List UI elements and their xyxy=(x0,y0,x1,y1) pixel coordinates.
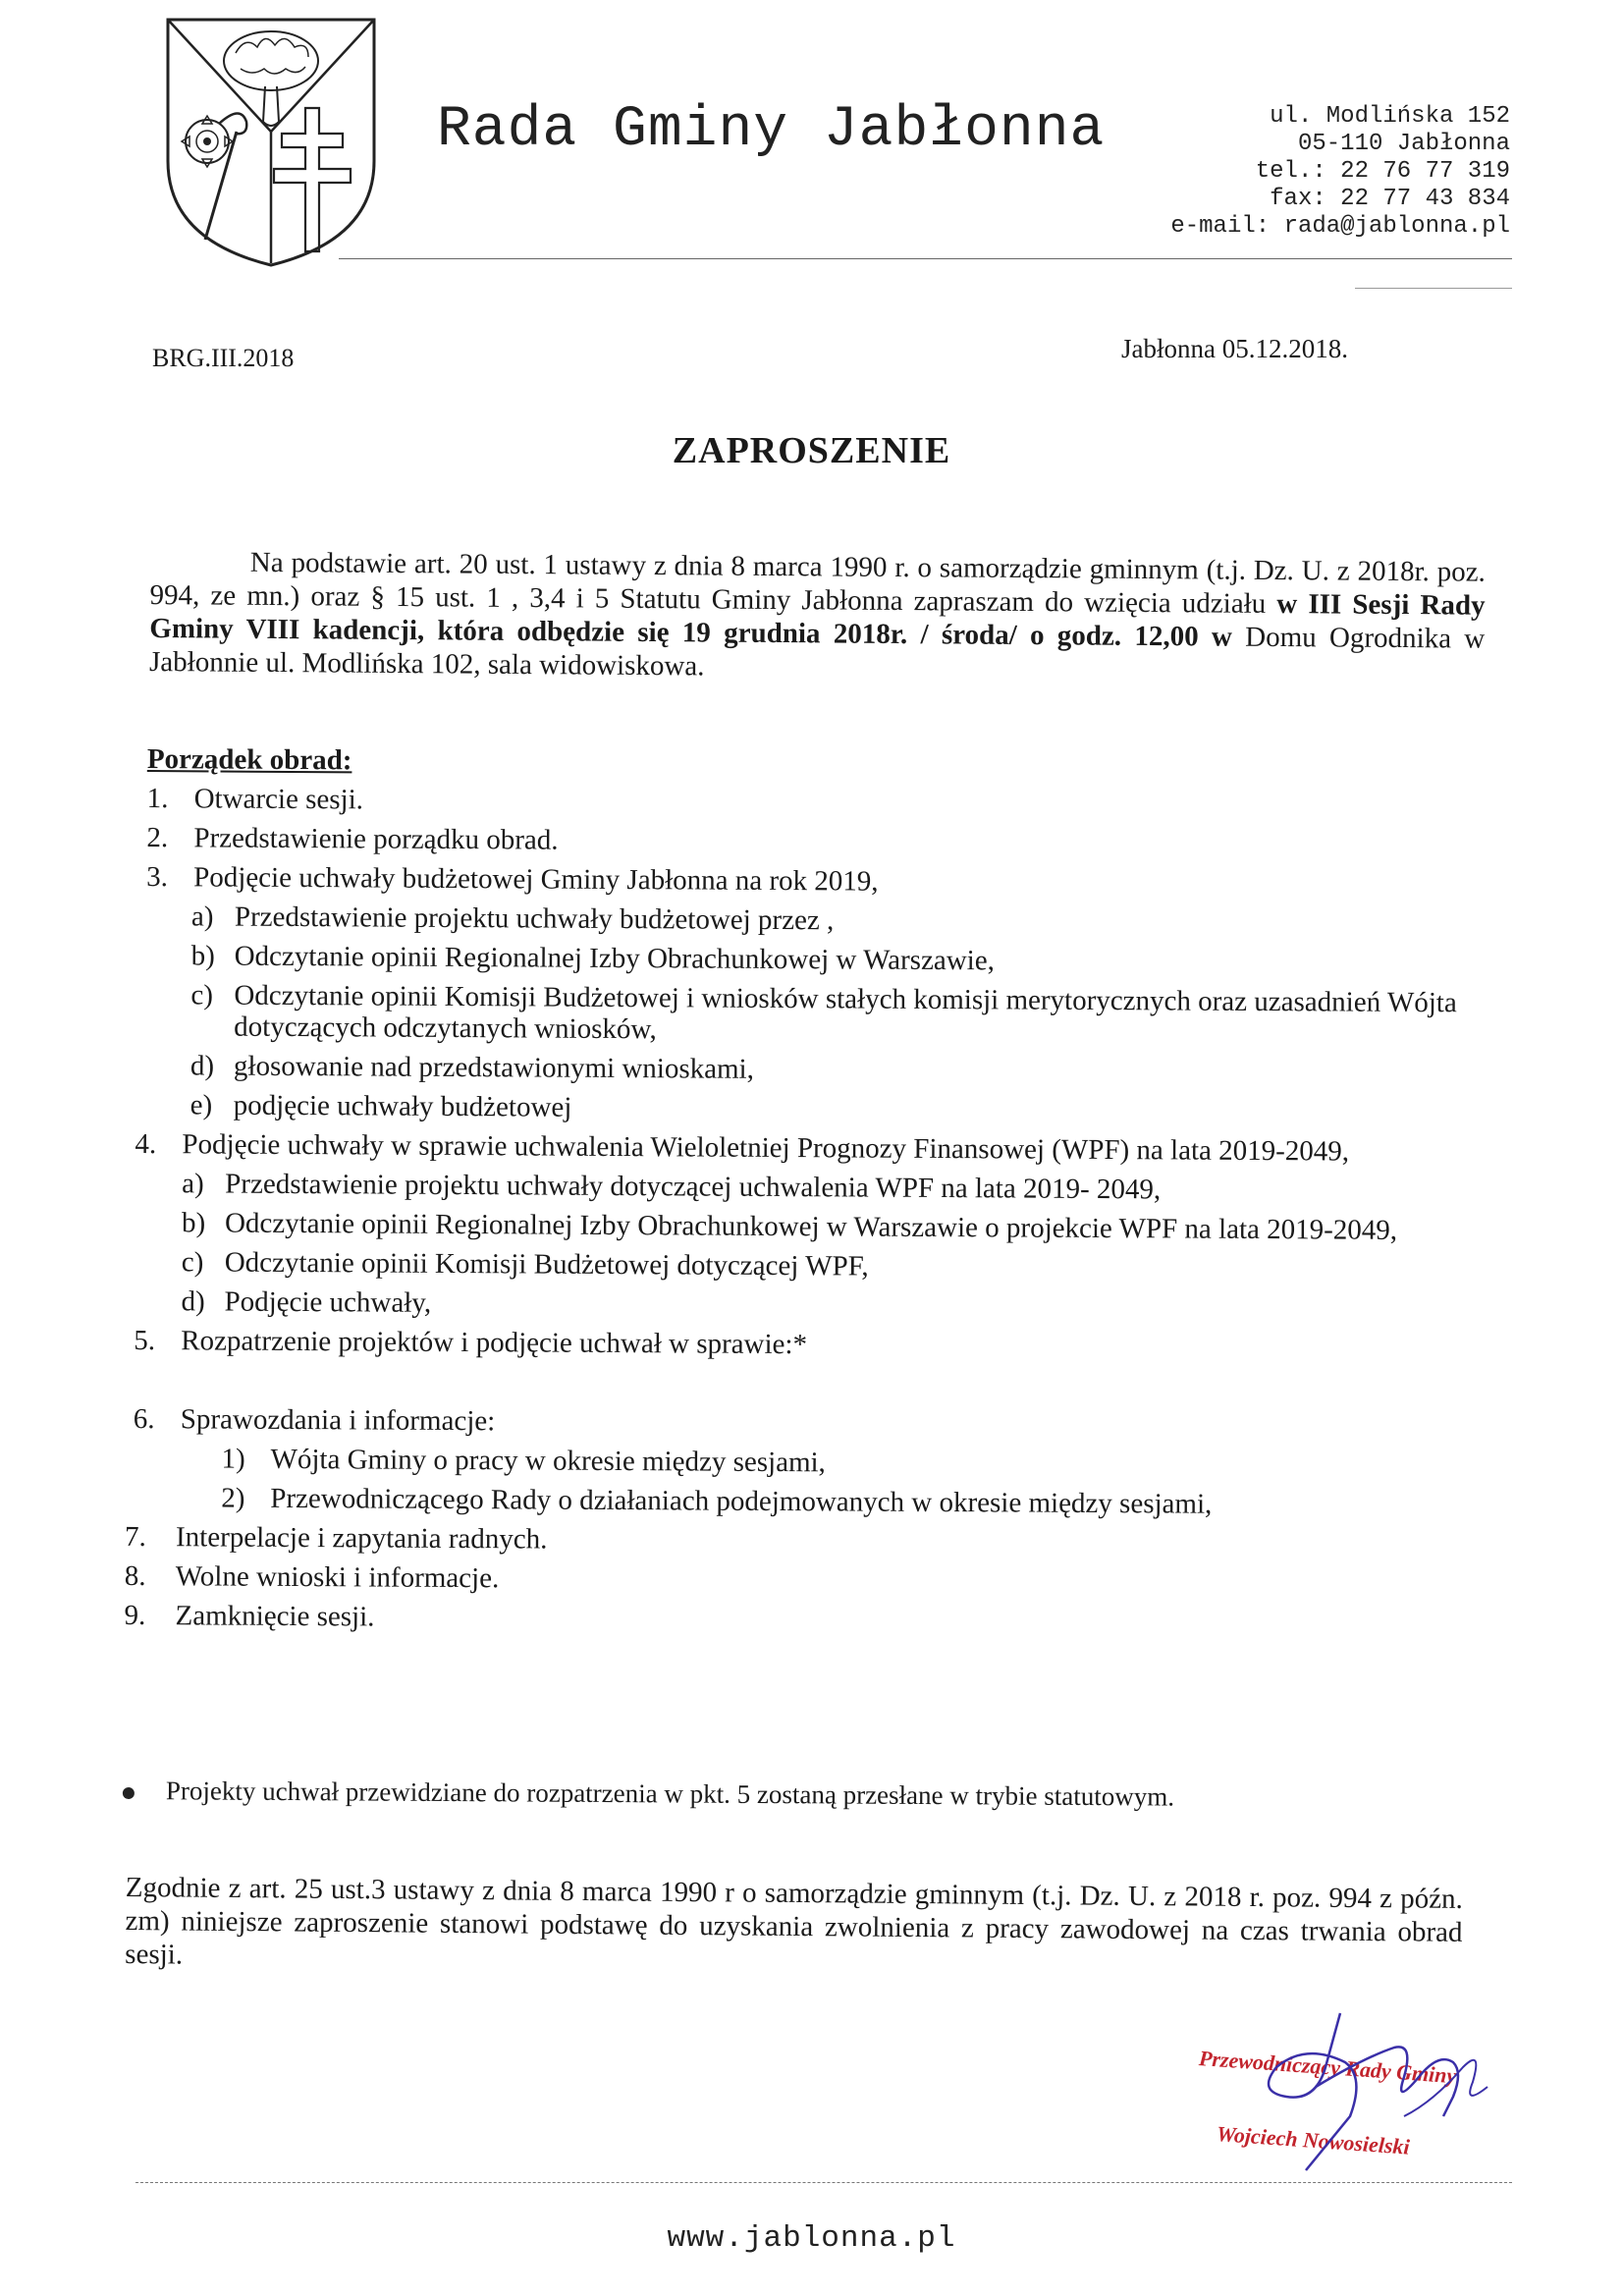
closing-paragraph xyxy=(125,1871,1463,1983)
intro-text-1: Na podstawie art. 20 ust. 1 ustawy z dnia 8 marca 1990 r. o samorządzie gminnym (t.j. Dz. U. z 2018r. poz. 994, ze mn.) oraz § 15 ust. 1 , 3,4 i 5 Statutu Gminy Jabłonna zapraszam do wzięcia udziału xyxy=(149,546,1486,621)
footer-divider xyxy=(135,2182,1512,2183)
agenda-item-text: Rozpatrzenie projektów i podjęcie uchwał w sprawie:* xyxy=(181,1325,808,1361)
agenda-subitem-text: Wójta Gminy o pracy w okresie między sesjami, xyxy=(270,1443,826,1479)
agenda-subitem-text: Przewodniczącego Rady o działaniach podejmowanych w okresie między sesjami, xyxy=(270,1482,1213,1520)
agenda-item-text: Wolne wnioski i informacje. xyxy=(175,1560,500,1595)
intro-session-details: w III Sesji Rady Gminy VIII kadencji, która odbędzie się 19 grudnia 2018r. / środa/ o godz. 12,00 w xyxy=(149,588,1486,653)
handwritten-signature xyxy=(1168,2008,1522,2175)
agenda-item-text: Otwarcie sesji. xyxy=(193,783,364,816)
agenda xyxy=(124,739,1502,1643)
stamp-title: Przewodniczący Rady Gminy xyxy=(1198,2046,1458,2089)
fax-number: fax: 22 77 43 834 xyxy=(1270,186,1510,212)
agenda-subitem-text: podjęcie uchwały budżetowej xyxy=(233,1089,572,1123)
document-date: Jabłonna 05.12.2018. xyxy=(1121,334,1348,363)
agenda-subitem-text: Przedstawienie projektu uchwały dotyczącej uchwalenia WPF na lata 2019- 2049, xyxy=(225,1168,1162,1206)
agenda-subitem-text: Odczytanie opinii Regionalnej Izby Obrachunkowej w Warszawie o projekcie WPF na lata 2019-2049, xyxy=(224,1207,1398,1246)
agenda-item-text: Sprawozdania i informacje: xyxy=(180,1403,496,1438)
agenda-subitem-number: 1) xyxy=(221,1443,245,1475)
agenda-subitem-text: Odczytanie opinii Regionalnej Izby Obrachunkowej w Warszawie, xyxy=(234,940,995,977)
agenda-subitem-letter: c) xyxy=(181,1246,204,1279)
agenda-item-text: Interpelacje i zapytania radnych. xyxy=(175,1521,548,1556)
agenda-item-number: 1. xyxy=(146,783,169,815)
agenda-item-number: 2. xyxy=(146,822,169,854)
agenda-item-text: Podjęcie uchwały w sprawie uchwalenia Wieloletniej Prognozy Finansowej (WPF) na lata 2019-2049, xyxy=(182,1128,1350,1168)
stamp-name: Wojciech Nowosielski xyxy=(1216,2121,1411,2159)
agenda-subitem-letter: d) xyxy=(189,1050,215,1082)
website-link[interactable]: www.jablonna.pl xyxy=(667,2221,956,2256)
header-divider-tail xyxy=(1355,288,1512,289)
agenda-subitem-text: Przedstawienie projektu uchwały budżetowej przez , xyxy=(234,901,835,937)
agenda-item-number: 5. xyxy=(134,1324,156,1357)
agenda-item-number: 3. xyxy=(146,861,168,894)
agenda-subitem-letter: b) xyxy=(190,940,215,972)
email-address: e-mail: rada@jablonna.pl xyxy=(1170,213,1510,240)
agenda-item-number: 6. xyxy=(133,1402,155,1436)
reference-number: BRG.III.2018 xyxy=(152,344,295,372)
agenda-item-text: Zamknięcie sesji. xyxy=(175,1600,375,1633)
agenda-subitem-letter: d) xyxy=(181,1285,205,1318)
closing-text: Zgodnie z art. 25 ust.3 ustawy z dnia 8 marca 1990 r o samorządzie gminnym (t.j. Dz. U. z 2018 r. poz. 994 z późn. zm) niniejsze zaproszenie stanowi podstawę do uzyskania zwolnienia z pracy zawodowej na czas trwania obrad sesji. xyxy=(125,1872,1463,1971)
document-title: ZAPROSZENIE xyxy=(672,430,951,471)
coat-of-arms-icon xyxy=(162,14,380,271)
agenda-subitem-letter: a) xyxy=(190,901,214,933)
agenda-subitem-letter: b) xyxy=(181,1207,206,1239)
agenda-heading: Porządek obrad: xyxy=(146,743,352,777)
agenda-item xyxy=(124,1596,1496,1643)
agenda-item-number: 4. xyxy=(135,1127,157,1161)
agenda-item-text: Podjęcie uchwały budżetowej Gminy Jabłonna na rok 2019, xyxy=(193,861,879,898)
agenda-item-number: 7. xyxy=(124,1520,146,1554)
agenda-subitem-number: 2) xyxy=(221,1482,245,1514)
header-divider xyxy=(339,258,1512,259)
agenda-subitem-text: Podjęcie uchwały, xyxy=(224,1285,432,1319)
agenda-subitem-letter: c) xyxy=(190,979,214,1011)
agenda-item-number: 9. xyxy=(124,1599,146,1632)
address-street: ul. Modlińska 152 xyxy=(1270,103,1510,130)
bullet-icon xyxy=(123,1787,135,1799)
address-postal: 05-110 Jabłonna xyxy=(1297,131,1510,157)
phone-number: tel.: 22 76 77 319 xyxy=(1255,158,1510,185)
intro-text-2: Domu Ogrodnika w Jabłonnie ul. Modlińska 102, sala widowiskowa. xyxy=(148,621,1486,683)
intro-paragraph xyxy=(149,545,1486,689)
footnote-text: Projekty uchwał przewidziane do rozpatrzenia w pkt. 5 zostaną przesłane w trybie statutowym. xyxy=(165,1776,1175,1812)
agenda-subitem-letter: a) xyxy=(182,1168,204,1200)
agenda-item-number: 8. xyxy=(124,1559,146,1593)
contact-block xyxy=(1170,103,1510,241)
agenda-subitem-text: Odczytanie opinii Komisji Budżetowej dotyczącej WPF, xyxy=(224,1246,869,1283)
footnote xyxy=(123,1776,1174,1813)
agenda-subitem-text: Odczytanie opinii Komisji Budżetowej i wniosków stałych komisji merytorycznych oraz uzasadnień Wójta dotyczących odczytanych wniosków, xyxy=(234,979,1457,1046)
agenda-item-text: Przedstawienie porządku obrad. xyxy=(193,822,559,856)
organization-name: Rada Gminy Jabłonna xyxy=(437,98,1106,162)
agenda-subitem-text: głosowanie nad przedstawionymi wnioskami, xyxy=(233,1050,755,1085)
agenda-item xyxy=(134,1321,1498,1368)
agenda-subitem xyxy=(135,975,1500,1054)
agenda-subitem-letter: e) xyxy=(189,1089,213,1121)
